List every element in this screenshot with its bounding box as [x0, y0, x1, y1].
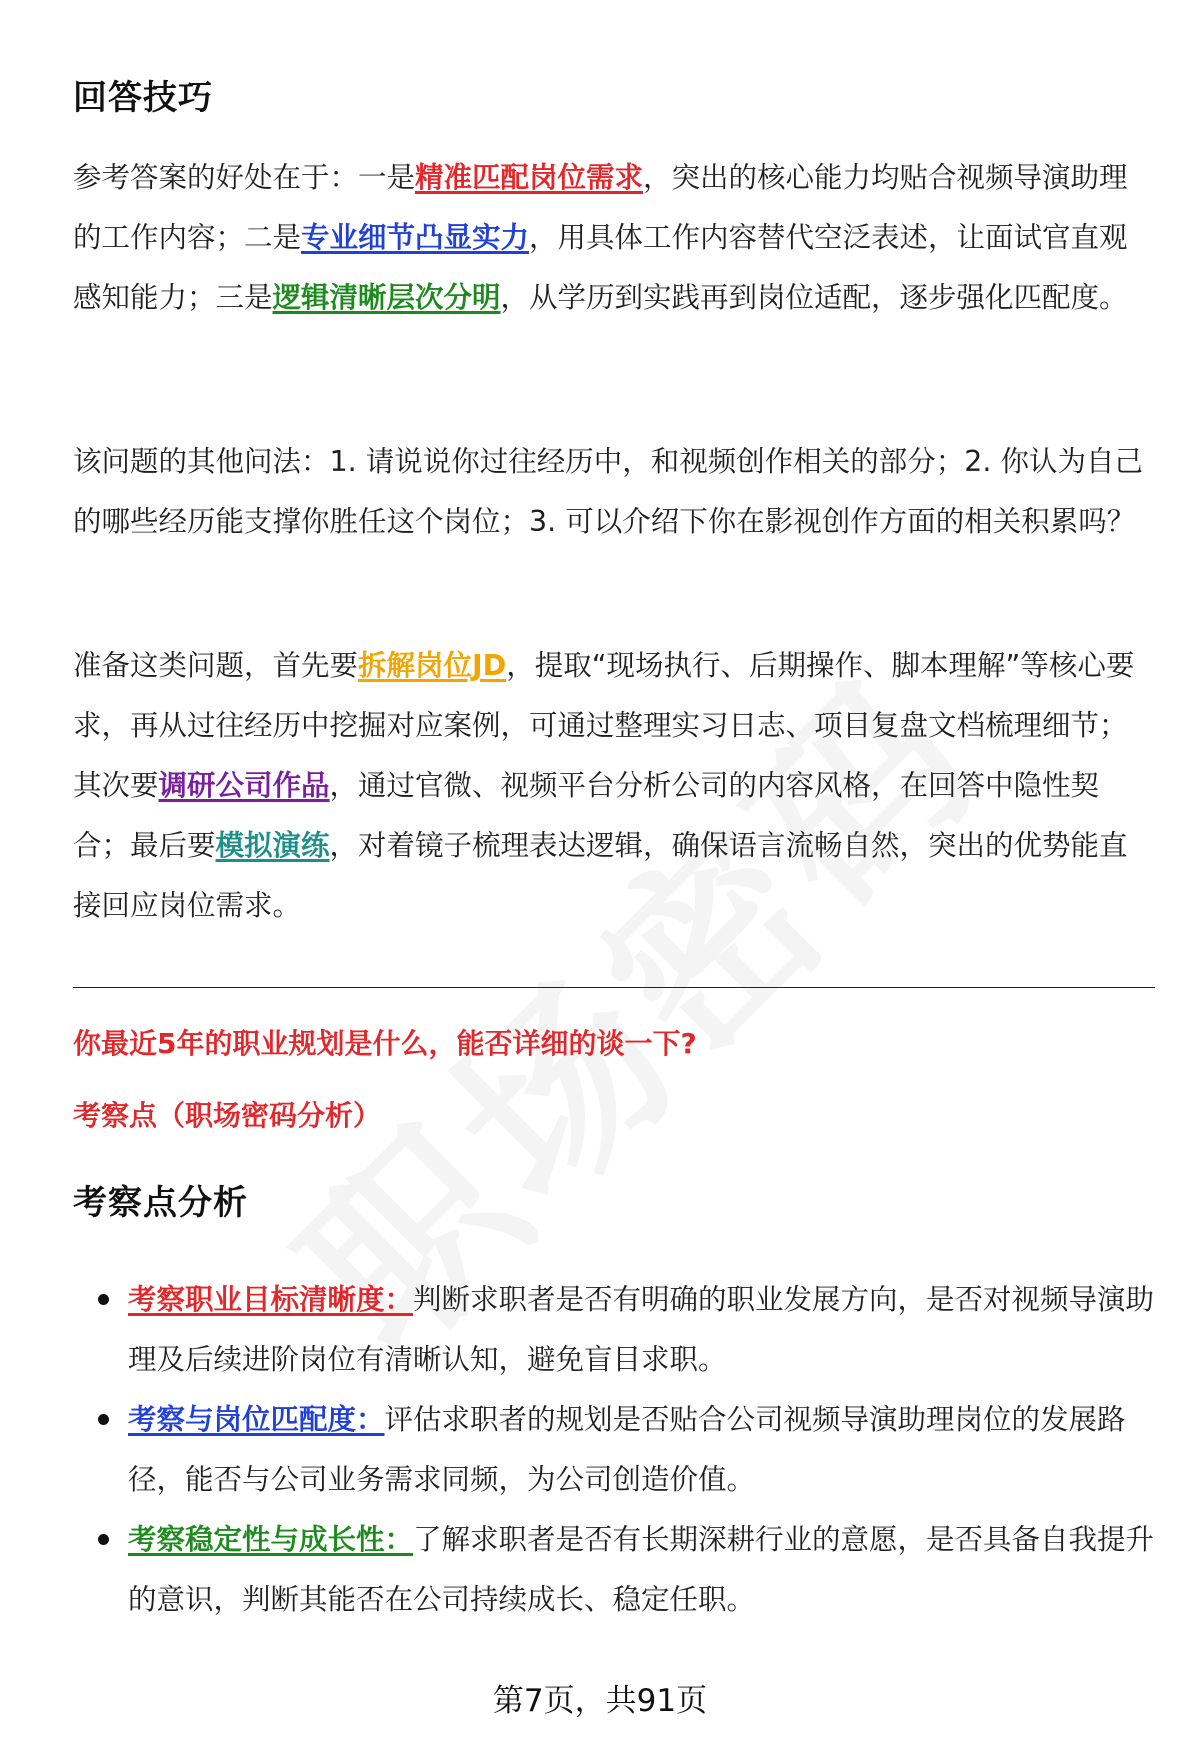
list-item: [73, 1270, 1155, 1390]
bullet-dot-icon: [98, 1414, 109, 1425]
highlight-professional-detail: 专业细节凸显实力: [301, 221, 530, 254]
text-run: ，从学历到实践再到岗位适配，逐步强化匹配度。: [500, 281, 1128, 314]
tips-paragraph: [73, 148, 1155, 328]
bullet-label: 考察与岗位匹配度：: [128, 1403, 385, 1436]
text-run: ，提取“现场执行、后期操作、脚本理解”等核心要求，再从过往经历中挖掘对应案例，可通过整理实习日志、项目复盘文档梳理细节；其次要: [73, 649, 1135, 802]
list-item: [73, 1510, 1155, 1630]
inspection-point-label: 考察点（职场密码分析）: [73, 1099, 382, 1132]
highlight-research-works: 调研公司作品: [158, 769, 330, 802]
bullet-dot-icon: [98, 1534, 109, 1545]
highlight-clear-logic: 逻辑清晰层次分明: [272, 281, 501, 314]
bullet-text: 了解求职者是否有长期深耕行业的意愿，是否具备自我提升的意识，判断其能否在公司持续成长、稳定任职。: [128, 1523, 1155, 1616]
text-run: ，突出的核心能力均贴合视频导演助理的工作内容；二是: [73, 161, 1128, 254]
bullet-text: 评估求职者的规划是否贴合公司视频导演助理岗位的发展路径，能否与公司业务需求同频，为公司创造价值。: [128, 1403, 1126, 1496]
bullet-text: 判断求职者是否有明确的职业发展方向，是否对视频导演助理及后续进阶岗位有清晰认知，避免盲目求职。: [128, 1283, 1155, 1376]
text-run: 准备这类问题，首先要: [73, 649, 359, 682]
text-run: 参考答案的好处在于：一是: [73, 161, 416, 194]
text-run: ，通过官微、视频平台分析公司的内容风格，在回答中隐性契合；最后要: [73, 769, 1100, 862]
text-run: ，用具体工作内容替代空泛表述，让面试官直观感知能力；三是: [73, 221, 1128, 314]
analysis-bullet-list: [73, 1270, 1155, 1630]
highlight-precise-match: 精准匹配岗位需求: [415, 161, 644, 194]
page-number-footer: 第7页，共91页: [492, 1683, 708, 1719]
heading-inspection-analysis: 考察点分析: [73, 1183, 248, 1223]
section-divider: [73, 987, 1155, 988]
bullet-dot-icon: [98, 1294, 109, 1305]
interview-question: 你最近5年的职业规划是什么，能否详细的谈一下?: [73, 1027, 697, 1060]
highlight-mock-practice: 模拟演练: [215, 829, 330, 862]
text-run: ，对着镜子梳理表达逻辑，确保语言流畅自然，突出的优势能直接回应岗位需求。: [73, 829, 1128, 922]
highlight-analyze-jd: 拆解岗位JD: [358, 649, 507, 682]
alternate-questions-paragraph: 该问题的其他问法：1. 请说说你过往经历中，和视频创作相关的部分；2. 你认为自己的哪些经历能支撑你胜任这个岗位；3. 可以介绍下你在影视创作方面的相关积累吗？: [73, 445, 1144, 538]
bullet-label: 考察职业目标清晰度：: [128, 1283, 414, 1316]
bullet-label: 考察稳定性与成长性：: [128, 1523, 414, 1556]
preparation-paragraph: [73, 636, 1155, 936]
list-item: [73, 1390, 1155, 1510]
heading-answer-tips: 回答技巧: [73, 78, 213, 118]
